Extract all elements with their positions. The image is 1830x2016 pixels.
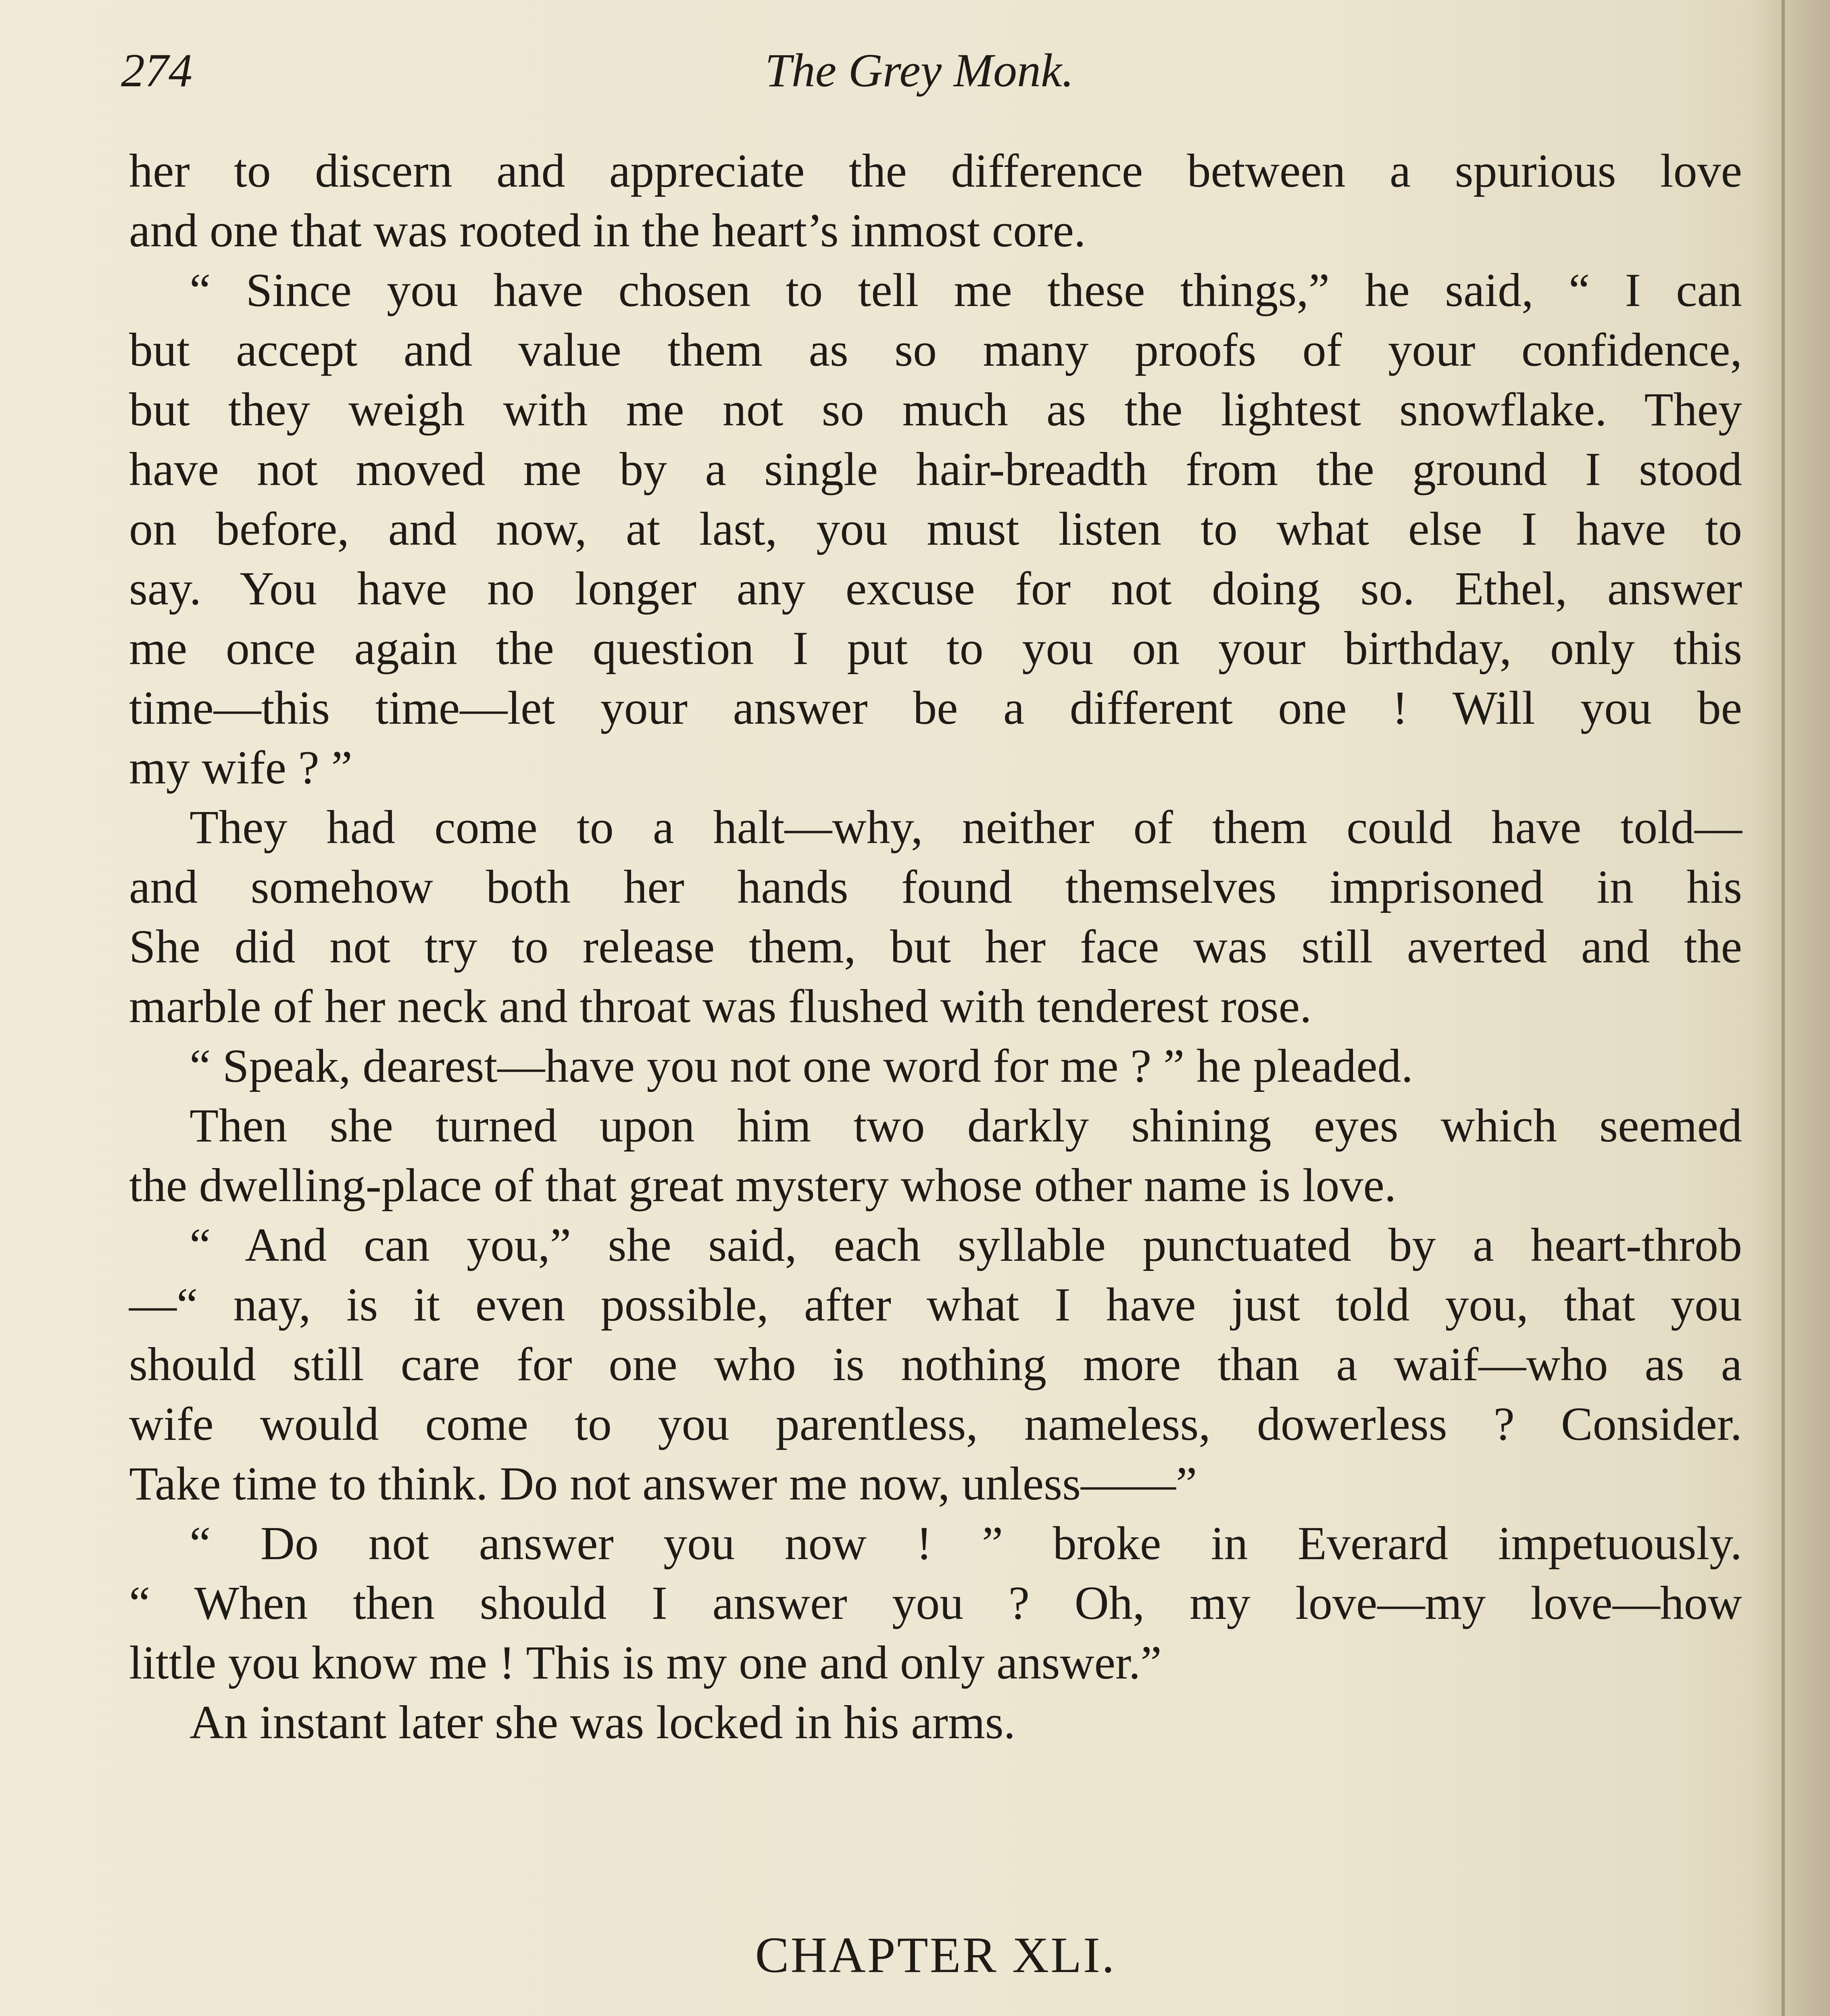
text-line: An instant later she was locked in his arms. [190, 1696, 1016, 1749]
text-line: She did not try to release them, but her face was still averted and the [129, 920, 1742, 973]
text-line: Then she turned upon him two darkly shining eyes which seemed [190, 1099, 1742, 1152]
text-line: should still care for one who is nothing more than a waif—who as a [129, 1338, 1742, 1391]
text-line: “ Speak, dearest—have you not one word for me ? ” he pleaded. [190, 1039, 1413, 1092]
text-line: but they weigh with me not so much as the lightest snowflake. They [129, 383, 1742, 436]
text-line: little you know me ! This is my one and only answer.” [129, 1636, 1162, 1689]
text-line: but accept and value them as so many proofs of your confidence, [129, 323, 1742, 376]
text-line: “ And can you,” she said, each syllable punctuated by a heart-throb [190, 1218, 1742, 1271]
page-number: 274 [121, 44, 192, 97]
text-line: “ Do not answer you now ! ” broke in Everard impetuously. [190, 1517, 1742, 1570]
text-line: the dwelling-place of that great mystery whose other name is love. [129, 1159, 1396, 1212]
running-head: The Grey Monk. [765, 44, 1074, 97]
text-line: They had come to a halt—why, neither of them could have told— [190, 801, 1742, 854]
text-line: my wife ? ” [129, 741, 352, 794]
page-gutter-shadow [1750, 0, 1830, 2016]
body-text [129, 141, 1742, 1752]
text-line: say. You have no longer any excuse for not doing so. Ethel, answer [129, 562, 1742, 615]
text-line: me once again the question I put to you on your birthday, only this [129, 622, 1742, 675]
text-line: “ When then should I answer you ? Oh, my love—my love—how [129, 1577, 1742, 1629]
page-header [121, 38, 1718, 107]
binding-edge [1782, 0, 1785, 2016]
text-line: marble of her neck and throat was flushed with tenderest rose. [129, 980, 1312, 1033]
text-line: Take time to think. Do not answer me now, unless——” [129, 1457, 1197, 1510]
text-line: —“ nay, is it even possible, after what I have just told you, that you [129, 1278, 1742, 1331]
text-line: on before, and now, at last, you must listen to what else I have to [129, 502, 1742, 555]
text-line: time—this time—let your answer be a different one ! Will you be [129, 681, 1742, 734]
text-line: her to discern and appreciate the difference between a spurious love [129, 144, 1742, 197]
text-line: “ Since you have chosen to tell me these things,” he said, “ I can [190, 264, 1742, 317]
chapter-title: CHAPTER XLI. [755, 1927, 1116, 1983]
text-line: have not moved me by a single hair-breadth from the ground I stood [129, 443, 1742, 496]
text-line: wife would come to you parentless, nameless, dowerless ? Consider. [129, 1397, 1742, 1450]
text-line: and somehow both her hands found themselves imprisoned in his [129, 860, 1742, 913]
text-line: and one that was rooted in the heart’s inmost core. [129, 204, 1086, 257]
